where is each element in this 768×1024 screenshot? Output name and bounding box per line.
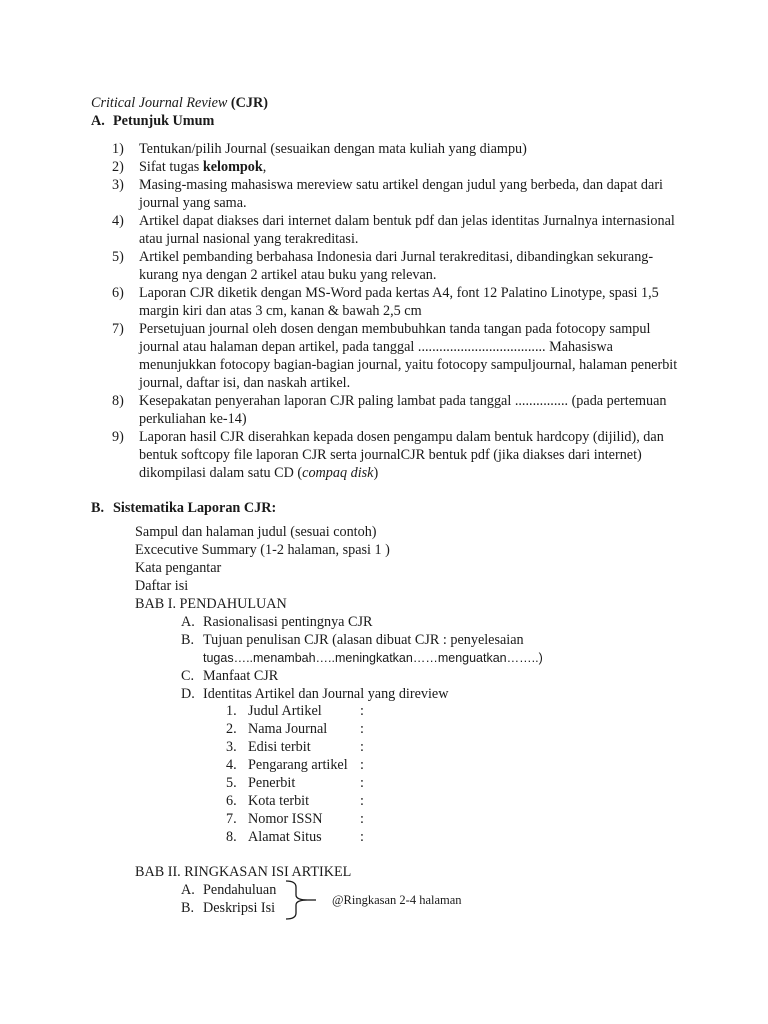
bab1-text: Manfaat CJR [203, 668, 279, 684]
rule-item [112, 320, 682, 392]
identitas-label: Judul Artikel [248, 703, 322, 719]
bab1-list [181, 613, 543, 703]
identitas-item [226, 702, 388, 720]
rule-number: 2) [112, 159, 124, 175]
identitas-number: 6. [226, 793, 237, 809]
identitas-colon: : [360, 739, 364, 755]
identitas-item [226, 756, 388, 774]
identitas-item [226, 828, 388, 846]
bab1-letter: D. [181, 686, 195, 702]
identitas-label: Alamat Situs [248, 829, 322, 845]
rule-item [112, 284, 682, 320]
identitas-number: 7. [226, 811, 237, 827]
rule-text: Laporan hasil CJR diserahkan kepada dosen pengampu dalam bentuk hardcopy (dijilid), dan bentuk softcopy file laporan CJR serta journalCJR bentuk pdf (jika diakses dari internet) dikompilasi dalam satu CD ( [139, 429, 664, 481]
identitas-number: 2. [226, 721, 237, 737]
rule-item [112, 140, 682, 158]
section-a-title: Petunjuk Umum [113, 113, 215, 129]
rule-item [112, 212, 682, 248]
rule-number: 4) [112, 213, 124, 229]
bab1-text: tugas…..menambah…..meningkatkan……menguatkan……..) [203, 651, 543, 665]
outline-item: Kata pengantar [135, 560, 222, 576]
bab1-item [181, 631, 543, 649]
rule-number: 9) [112, 429, 124, 445]
section-b-title: Sistematika Laporan CJR: [113, 500, 277, 516]
identitas-item [226, 738, 388, 756]
rule-number: 6) [112, 285, 124, 301]
bab2-text: Deskripsi Isi [203, 900, 276, 916]
bab1-letter: A. [181, 614, 195, 630]
bab1-text: Tujuan penulisan CJR (alasan dibuat CJR : penyelesaian [203, 632, 524, 648]
identitas-colon: : [360, 811, 364, 827]
identitas-item [226, 774, 388, 792]
identitas-colon: : [360, 775, 364, 791]
outline-list [135, 523, 390, 613]
rule-number: 8) [112, 393, 124, 409]
rule-text: Masing-masing mahasiswa mereview satu artikel dengan judul yang berbeda, dan dapat dari journal yang sama. [139, 177, 663, 211]
identitas-colon: : [360, 721, 364, 737]
rule-italic-text: compaq disk [302, 465, 374, 481]
rule-text: Persetujuan journal oleh dosen dengan membubuhkan tanda tangan pada fotocopy sampul journal atau halaman depan artikel, pada tanggal .................................... Mahasiswa menunjukkan fotocopy bagian-bagian journal, yaitu fotocopy sampuljournal, halaman penerbit journal, daftar isi, dan naskah artikel. [139, 321, 678, 391]
identitas-colon: : [360, 703, 364, 719]
identitas-list [226, 702, 388, 846]
identitas-colon: : [360, 757, 364, 773]
identitas-number: 4. [226, 757, 237, 773]
outline-item: Daftar isi [135, 578, 189, 594]
rule-text: Tentukan/pilih Journal (sesuaikan dengan mata kuliah yang diampu) [139, 141, 527, 157]
identitas-number: 3. [226, 739, 237, 755]
rule-item [112, 428, 682, 482]
bab2-title: BAB II. RINGKASAN ISI ARTIKEL [135, 864, 352, 880]
ringkasan-note: @Ringkasan 2-4 halaman [332, 893, 462, 907]
bab1-item [181, 613, 543, 631]
identitas-number: 8. [226, 829, 237, 845]
identitas-number: 5. [226, 775, 237, 791]
identitas-number: 1. [226, 703, 237, 719]
rule-text: Artikel dapat diakses dari internet dalam bentuk pdf dan jelas identitas Jurnalnya internasional atau jurnal nasional yang terakreditasi. [139, 213, 675, 247]
bab1-item [181, 667, 543, 685]
rule-item [112, 248, 682, 284]
identitas-label: Pengarang artikel [248, 757, 348, 773]
bab2-item [181, 881, 276, 899]
rules-list [112, 140, 682, 482]
bab2-text: Pendahuluan [203, 882, 277, 898]
rule-item [112, 158, 682, 176]
title-abbrev: (CJR) [227, 95, 268, 111]
bab1-letter: C. [181, 668, 195, 684]
curly-brace-icon [284, 880, 318, 920]
identitas-item [226, 810, 388, 828]
section-a-letter: A. [91, 113, 105, 129]
section-b-heading [91, 499, 276, 517]
bab2-item [181, 899, 276, 917]
document-title [91, 94, 268, 112]
identitas-item [226, 792, 388, 810]
rule-text: Kesepakatan penyerahan laporan CJR paling lambat pada tanggal ............... (pada pertemuan perkuliahan ke-14) [139, 393, 667, 427]
section-b-letter: B. [91, 500, 105, 516]
outline-item: BAB I. PENDAHULUAN [135, 596, 287, 612]
bab1-letter: B. [181, 632, 195, 648]
rule-text: Laporan CJR diketik dengan MS-Word pada kertas A4, font 12 Palatino Linotype, spasi 1,5 margin kiri dan atas 3 cm, kanan & bawah 2,5 cm [139, 285, 659, 319]
bab1-text: Identitas Artikel dan Journal yang direview [203, 686, 449, 702]
bab2-letter: A. [181, 882, 195, 898]
outline-item: Excecutive Summary (1-2 halaman, spasi 1 ) [135, 542, 390, 558]
bab1-item [181, 685, 543, 703]
section-a-heading [91, 112, 214, 130]
rule-number: 3) [112, 177, 124, 193]
rule-text: Artikel pembanding berbahasa Indonesia dari Jurnal terakreditasi, dibandingkan sekurang-kurang nya dengan 2 artikel atau buku yang relevan. [139, 249, 654, 283]
bab1-item [181, 649, 543, 667]
bab2-list [181, 881, 276, 917]
rule-number: 1) [112, 141, 124, 157]
bab2-letter: B. [181, 900, 195, 916]
identitas-colon: : [360, 829, 364, 845]
rule-item [112, 392, 682, 428]
identitas-label: Kota terbit [248, 793, 310, 809]
identitas-item [226, 720, 388, 738]
bab1-text: Rasionalisasi pentingnya CJR [203, 614, 373, 630]
identitas-label: Penerbit [248, 775, 296, 791]
identitas-label: Nomor ISSN [248, 811, 323, 827]
identitas-label: Nama Journal [248, 721, 328, 737]
title-italic: Critical Journal Review [91, 95, 228, 111]
rule-item [112, 176, 682, 212]
rule-text: Sifat tugas [139, 159, 203, 175]
rule-number: 7) [112, 321, 124, 337]
rule-text: ) [373, 465, 379, 481]
outline-item: Sampul dan halaman judul (sesuai contoh) [135, 524, 377, 540]
rule-number: 5) [112, 249, 124, 265]
rule-text: , [262, 159, 267, 175]
rule-bold-text: kelompok [202, 159, 263, 175]
identitas-colon: : [360, 793, 364, 809]
identitas-label: Edisi terbit [248, 739, 311, 755]
